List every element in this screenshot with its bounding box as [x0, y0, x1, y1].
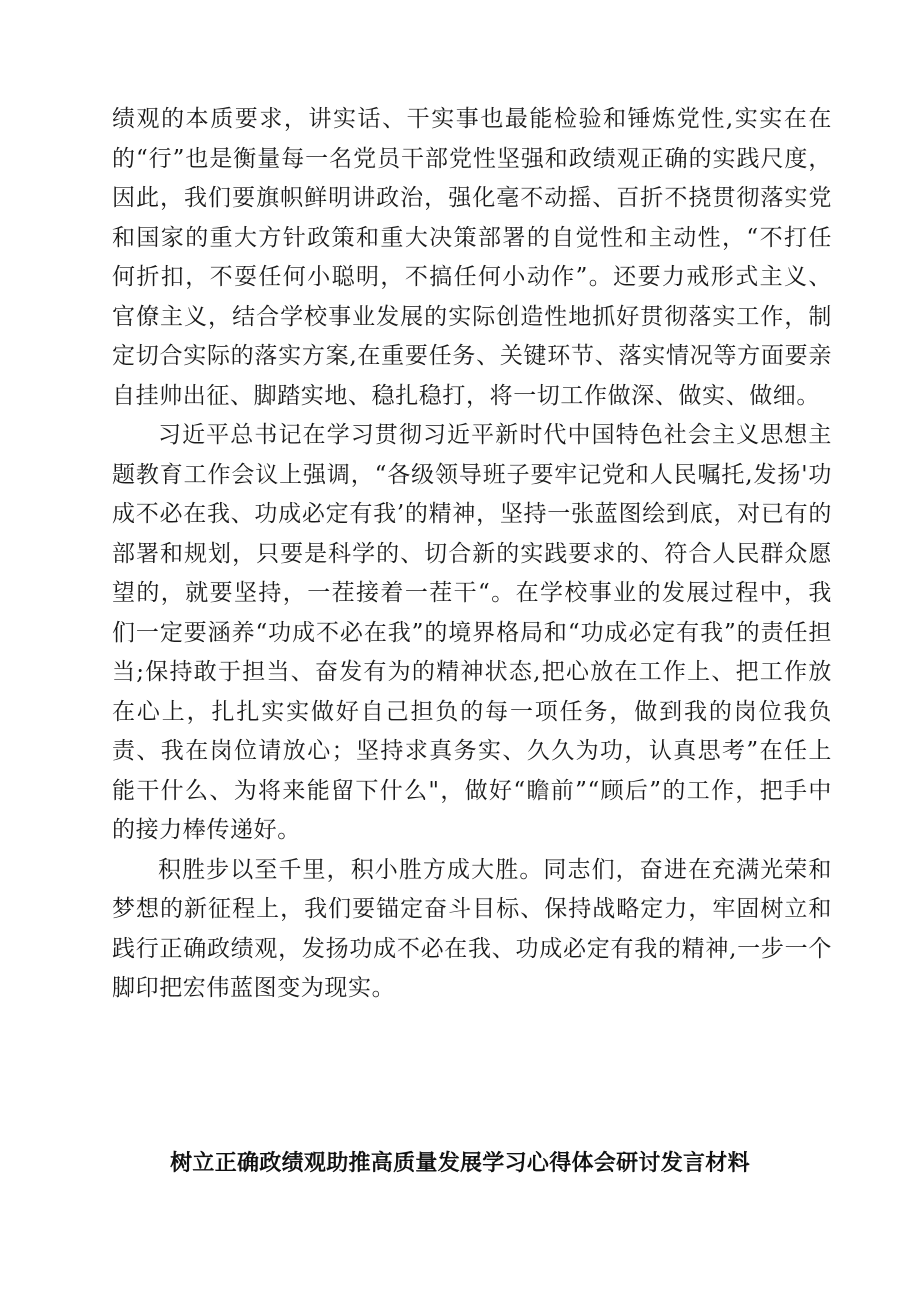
next-section-title: 树立正确政绩观助推高质量发展学习心得体会研讨发言材料	[170, 1151, 750, 1176]
paragraph-1: 绩观的本质要求，讲实话、干实事也最能检验和锤炼党性,实实在在的“行”也是衡量每一名党员干部党性坚强和政绩观正确的实践尺度，因此，我们要旗帜鲜明讲政治，强化毫不动摇、百折不挠贯彻落实党和国家的重大方针政策和重大决策部署的自觉性和主动性，“不打任何折扣，不耍任何小聪明，不搞任何小动作”。还要力戒形式主义、官僚主义，结合学校事业发展的实际创造性地抓好贯彻落实工作，制定切合实际的落实方案,在重要任务、关键环节、落实情况等方面要亲自挂帅出征、脚踏实地、稳扎稳打，将一切工作做深、做实、做细。	[112, 106, 832, 409]
paragraph-2: 习近平总书记在学习贯彻习近平新时代中国特色社会主义思想主题教育工作会议上强调，“各级领导班子要牢记党和人民嘱托,发扬'功成不必在我、功成必定有我’的精神，坚持一张蓝图绘到底，对已有的部署和规划，只要是科学的、切合新的实践要求的、符合人民群众愿望的，就要坚持，一茬接着一茬干“。在学校事业的发展过程中，我们一定要涵养“功成不必在我”的境界格局和“功成必定有我”的责任担当;保持敢于担当、奋发有为的精神状态,把心放在工作上、把工作放在心上，扎扎实实做好自己担负的每一项任务，做到我的岗位我负责、我在岗位请放心；坚持求真务实、久久为功，认真思考”在任上能干什么、为将来能留下什么"，做好“瞻前”“顾后”的工作，把手中的接力棒传递好。	[112, 422, 832, 843]
document-body	[112, 100, 832, 1009]
paragraph-3: 积胜步以至千里，积小胜方成大胜。同志们，奋进在充满光荣和梦想的新征程上，我们要锚定奋斗目标、保持战略定力，牢固树立和践行正确政绩观，发扬功成不必在我、功成必定有我的精神,一步一个脚印把宏伟蓝图变为现实。	[112, 856, 832, 1001]
